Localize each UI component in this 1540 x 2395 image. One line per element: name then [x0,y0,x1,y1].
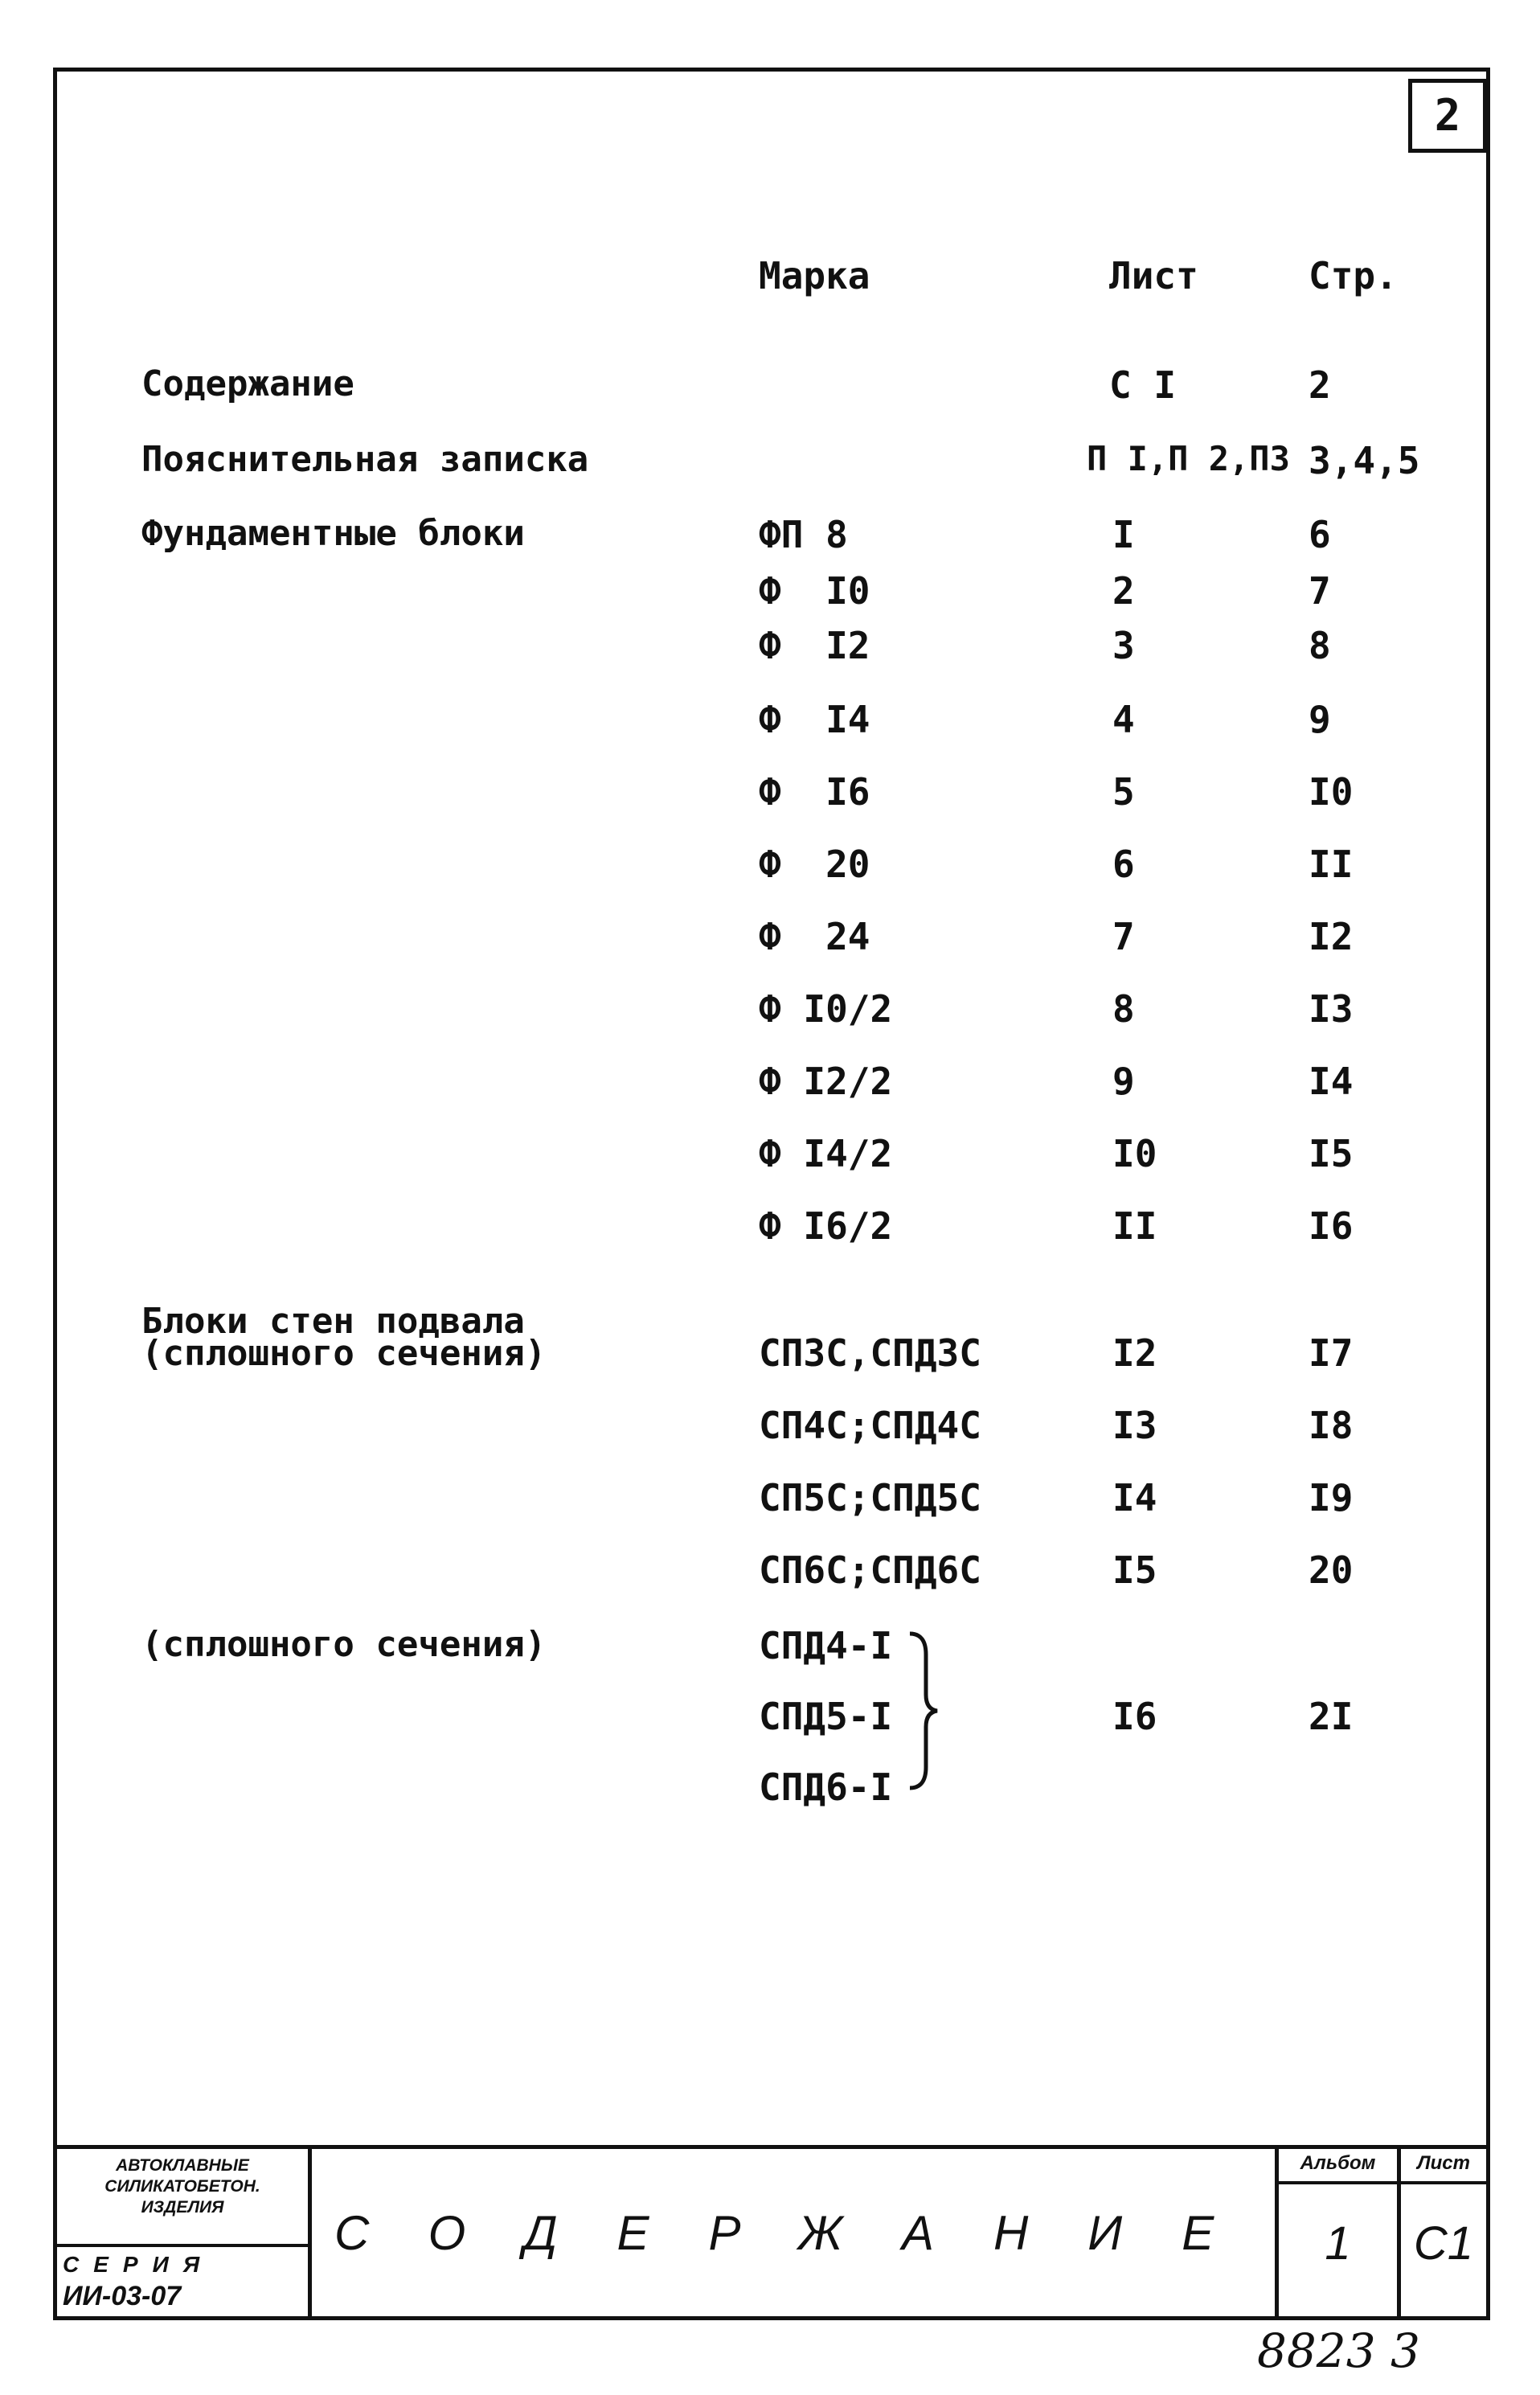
curly-brace [907,1630,939,1791]
toc-note-page: 3,4,5 [1309,439,1420,482]
toc-note-title: Пояснительная записка [141,439,589,480]
foundation-mark: Ф I4 [759,698,870,741]
toc-contents-title: Содержание [141,363,354,404]
foundation-page: I0 [1309,770,1354,814]
foundation-sheet: 7 [1112,915,1135,958]
foundation-page: II [1309,843,1354,886]
foundation-sheet: 6 [1112,843,1135,886]
solid-group-mark: СПД5-I [759,1695,893,1738]
drawing-frame [53,68,1490,2320]
album-value: 1 [1325,2217,1351,2270]
foundation-sheet: 5 [1112,770,1135,814]
foundation-mark: Ф 24 [759,915,870,958]
album-cell [1275,2149,1397,2320]
basement-sheet: I5 [1112,1548,1157,1592]
basement-title-line2: (сплошного сечения) [141,1333,547,1374]
toc-contents-page: 2 [1309,363,1331,407]
foundation-page: I6 [1309,1204,1354,1248]
solid-group-page: 2I [1309,1695,1354,1738]
solid-group-sheet: I6 [1112,1695,1157,1738]
basement-page: I8 [1309,1404,1354,1447]
org-line: АВТОКЛАВНЫЕ [116,2156,249,2175]
divider [1279,2181,1397,2184]
solid-group-title: (сплошного сечения) [141,1624,547,1665]
foundation-mark: Ф I4/2 [759,1132,893,1175]
drawing-title: СОДЕРЖАНИЕ [334,2206,1274,2260]
foundation-sheet: I0 [1112,1132,1157,1175]
solid-group-mark: СПД4-I [759,1624,893,1667]
archive-number: 8823 3 [1257,2323,1420,2378]
foundation-sheet: 8 [1112,987,1135,1031]
foundation-page: 8 [1309,624,1331,667]
foundation-sheet: I [1112,513,1135,556]
foundation-page: 7 [1309,569,1331,613]
divider [1401,2181,1486,2184]
header-mark: Марка [759,254,870,297]
foundation-sheet: 3 [1112,624,1135,667]
foundation-title: Фундаментные блоки [141,513,525,554]
series-number: ИИ-03-07 [63,2281,182,2311]
foundation-sheet: 9 [1112,1060,1135,1103]
album-label: Альбом [1300,2152,1376,2174]
organization-name [59,2155,305,2218]
basement-mark: СП3С,СПД3С [759,1331,981,1375]
basement-page: I7 [1309,1331,1354,1375]
foundation-mark: ФП 8 [759,513,848,556]
org-line: СИЛИКАТОБЕТОН. [104,2177,260,2196]
header-sheet: Лист [1109,254,1198,297]
series-label: СЕРИЯ [63,2252,215,2277]
foundation-mark: Ф I2/2 [759,1060,893,1103]
basement-mark: СП4С;СПД4С [759,1404,981,1447]
org-line: ИЗДЕЛИЯ [141,2198,224,2217]
toc-note-sheet: П I,П 2,П3 [1087,439,1290,478]
sheet-value: С1 [1413,2217,1474,2270]
basement-mark: СП5С;СПД5С [759,1476,981,1519]
title-block [53,2145,1490,2320]
basement-sheet: I4 [1112,1476,1157,1519]
sheet-label: Лист [1417,2152,1470,2174]
foundation-sheet: 4 [1112,698,1135,741]
solid-group-mark: СПД6-I [759,1765,893,1809]
foundation-mark: Ф I0 [759,569,870,613]
foundation-mark: Ф I6 [759,770,870,814]
sheet-cell [1397,2149,1486,2320]
page-number: 2 [1434,90,1461,141]
basement-page: 20 [1309,1548,1354,1592]
page-number-box [1408,79,1487,153]
basement-title-line1: Блоки стен подвала [141,1301,525,1342]
foundation-page: 9 [1309,698,1331,741]
basement-sheet: I2 [1112,1331,1157,1375]
foundation-mark: Ф I6/2 [759,1204,893,1248]
organization-cell [53,2149,312,2320]
basement-mark: СП6С;СПД6С [759,1548,981,1592]
foundation-page: I4 [1309,1060,1354,1103]
foundation-sheet: 2 [1112,569,1135,613]
divider [53,2244,308,2247]
foundation-mark: Ф I2 [759,624,870,667]
foundation-page: I2 [1309,915,1354,958]
foundation-mark: Ф 20 [759,843,870,886]
header-page: Стр. [1309,254,1398,297]
basement-sheet: I3 [1112,1404,1157,1447]
toc-contents-sheet: С I [1109,363,1177,407]
foundation-page: I3 [1309,987,1354,1031]
foundation-sheet: II [1112,1204,1157,1248]
foundation-page: I5 [1309,1132,1354,1175]
foundation-mark: Ф I0/2 [759,987,893,1031]
foundation-page: 6 [1309,513,1331,556]
basement-page: I9 [1309,1476,1354,1519]
